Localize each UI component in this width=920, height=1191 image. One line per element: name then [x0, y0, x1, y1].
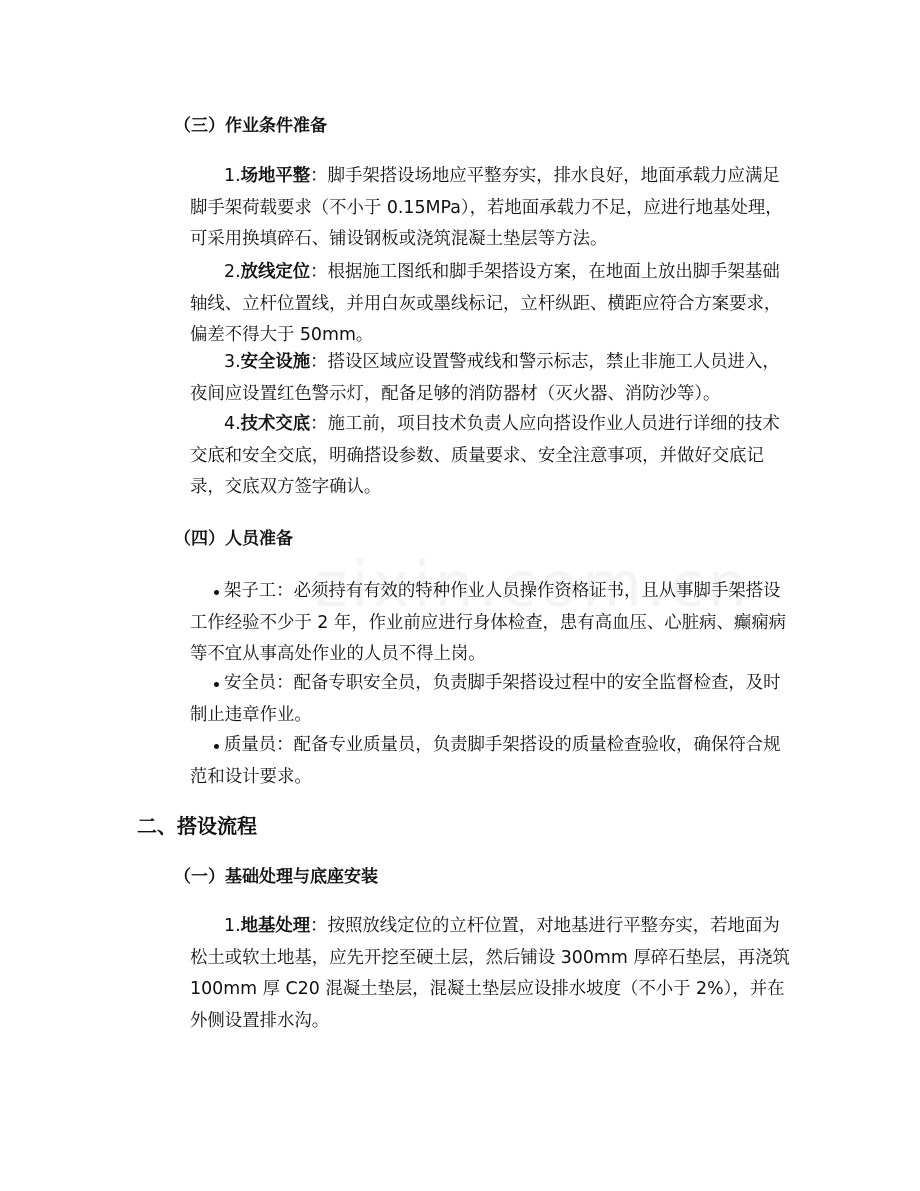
bullet-text: 质量员：配备专业质量员，负责脚手架搭设的质量检查验收，确保符合规范和设计要求。: [190, 735, 781, 787]
item-text: ：按照放线定位的立杆位置，对地基进行平整夯实，若地面为松土或软土地基，应先开挖至硬土层，然后铺设 300mm 厚碎石垫层，再浇筑 100mm 厚 C20 混凝土垫层，混凝土垫层应设排水坡度（不小于 2%），并在外侧设置排水沟。: [190, 916, 790, 1031]
paragraph-item-3: [190, 347, 790, 410]
item-number: 2.: [224, 262, 241, 282]
item-term: 地基处理: [240, 916, 311, 936]
item-term: 安全设施: [240, 352, 311, 372]
paragraph-item-2-1-1: [190, 911, 790, 1037]
item-text: ：施工前，项目技术负责人应向搭设作业人员进行详细的技术交底和安全交底，明确搭设参数、质量要求、安全注意事项，并做好交底记录，交底双方签字确认。: [190, 414, 780, 497]
item-text: ：脚手架搭设场地应平整夯实，排水良好，地面承载力应满足脚手架荷载要求（不小于 0.15MPa），若地面承载力不足，应进行地基处理，可采用换填碎石、铺设钢板或浇筑混凝土垫层等方法。: [190, 166, 783, 249]
bullet-icon: [214, 682, 219, 687]
item-number: 1.: [224, 166, 241, 186]
list-item-bullet-1: [190, 576, 790, 671]
chapter-heading-2: 二、搭设流程: [137, 814, 257, 838]
item-number: 4.: [224, 414, 241, 434]
item-text: ：搭设区域应设置警戒线和警示标志，禁止非施工人员进入，夜间应设置红色警示灯，配备足够的消防器材（灭火器、消防沙等）。: [190, 352, 780, 404]
item-term: 场地平整: [240, 166, 311, 186]
item-term: 放线定位: [240, 262, 311, 282]
item-number: 1.: [224, 916, 241, 936]
list-item-bullet-3: [190, 730, 790, 793]
bullet-icon: [214, 590, 219, 595]
list-item-bullet-2: [190, 668, 790, 731]
bullet-text: 架子工：必须持有有效的特种作业人员操作资格证书，且从事脚手架搭设工作经验不少于 2 年，作业前应进行身体检查，患有高血压、心脏病、癫痫病等不宜从事高处作业的人员不得上岗。: [190, 581, 787, 664]
section-heading-2-1: （一）基础处理与底座安装: [174, 867, 378, 887]
bullet-icon: [214, 744, 219, 749]
paragraph-item-4: [190, 409, 790, 504]
item-term: 技术交底: [240, 414, 311, 434]
section-heading-4: （四）人员准备: [174, 529, 293, 549]
paragraph-item-2: [190, 257, 790, 352]
paragraph-item-1: [190, 161, 790, 256]
item-text: ：根据施工图纸和脚手架搭设方案，在地面上放出脚手架基础轴线、立杆位置线，并用白灰或墨线标记，立杆纵距、横距应符合方案要求，偏差不得大于 50mm。: [190, 262, 782, 345]
bullet-text: 安全员：配备专职安全员，负责脚手架搭设过程中的安全监督检查，及时制止违章作业。: [190, 673, 781, 725]
section-heading-3: （三）作业条件准备: [174, 116, 327, 136]
item-number: 3.: [224, 352, 241, 372]
